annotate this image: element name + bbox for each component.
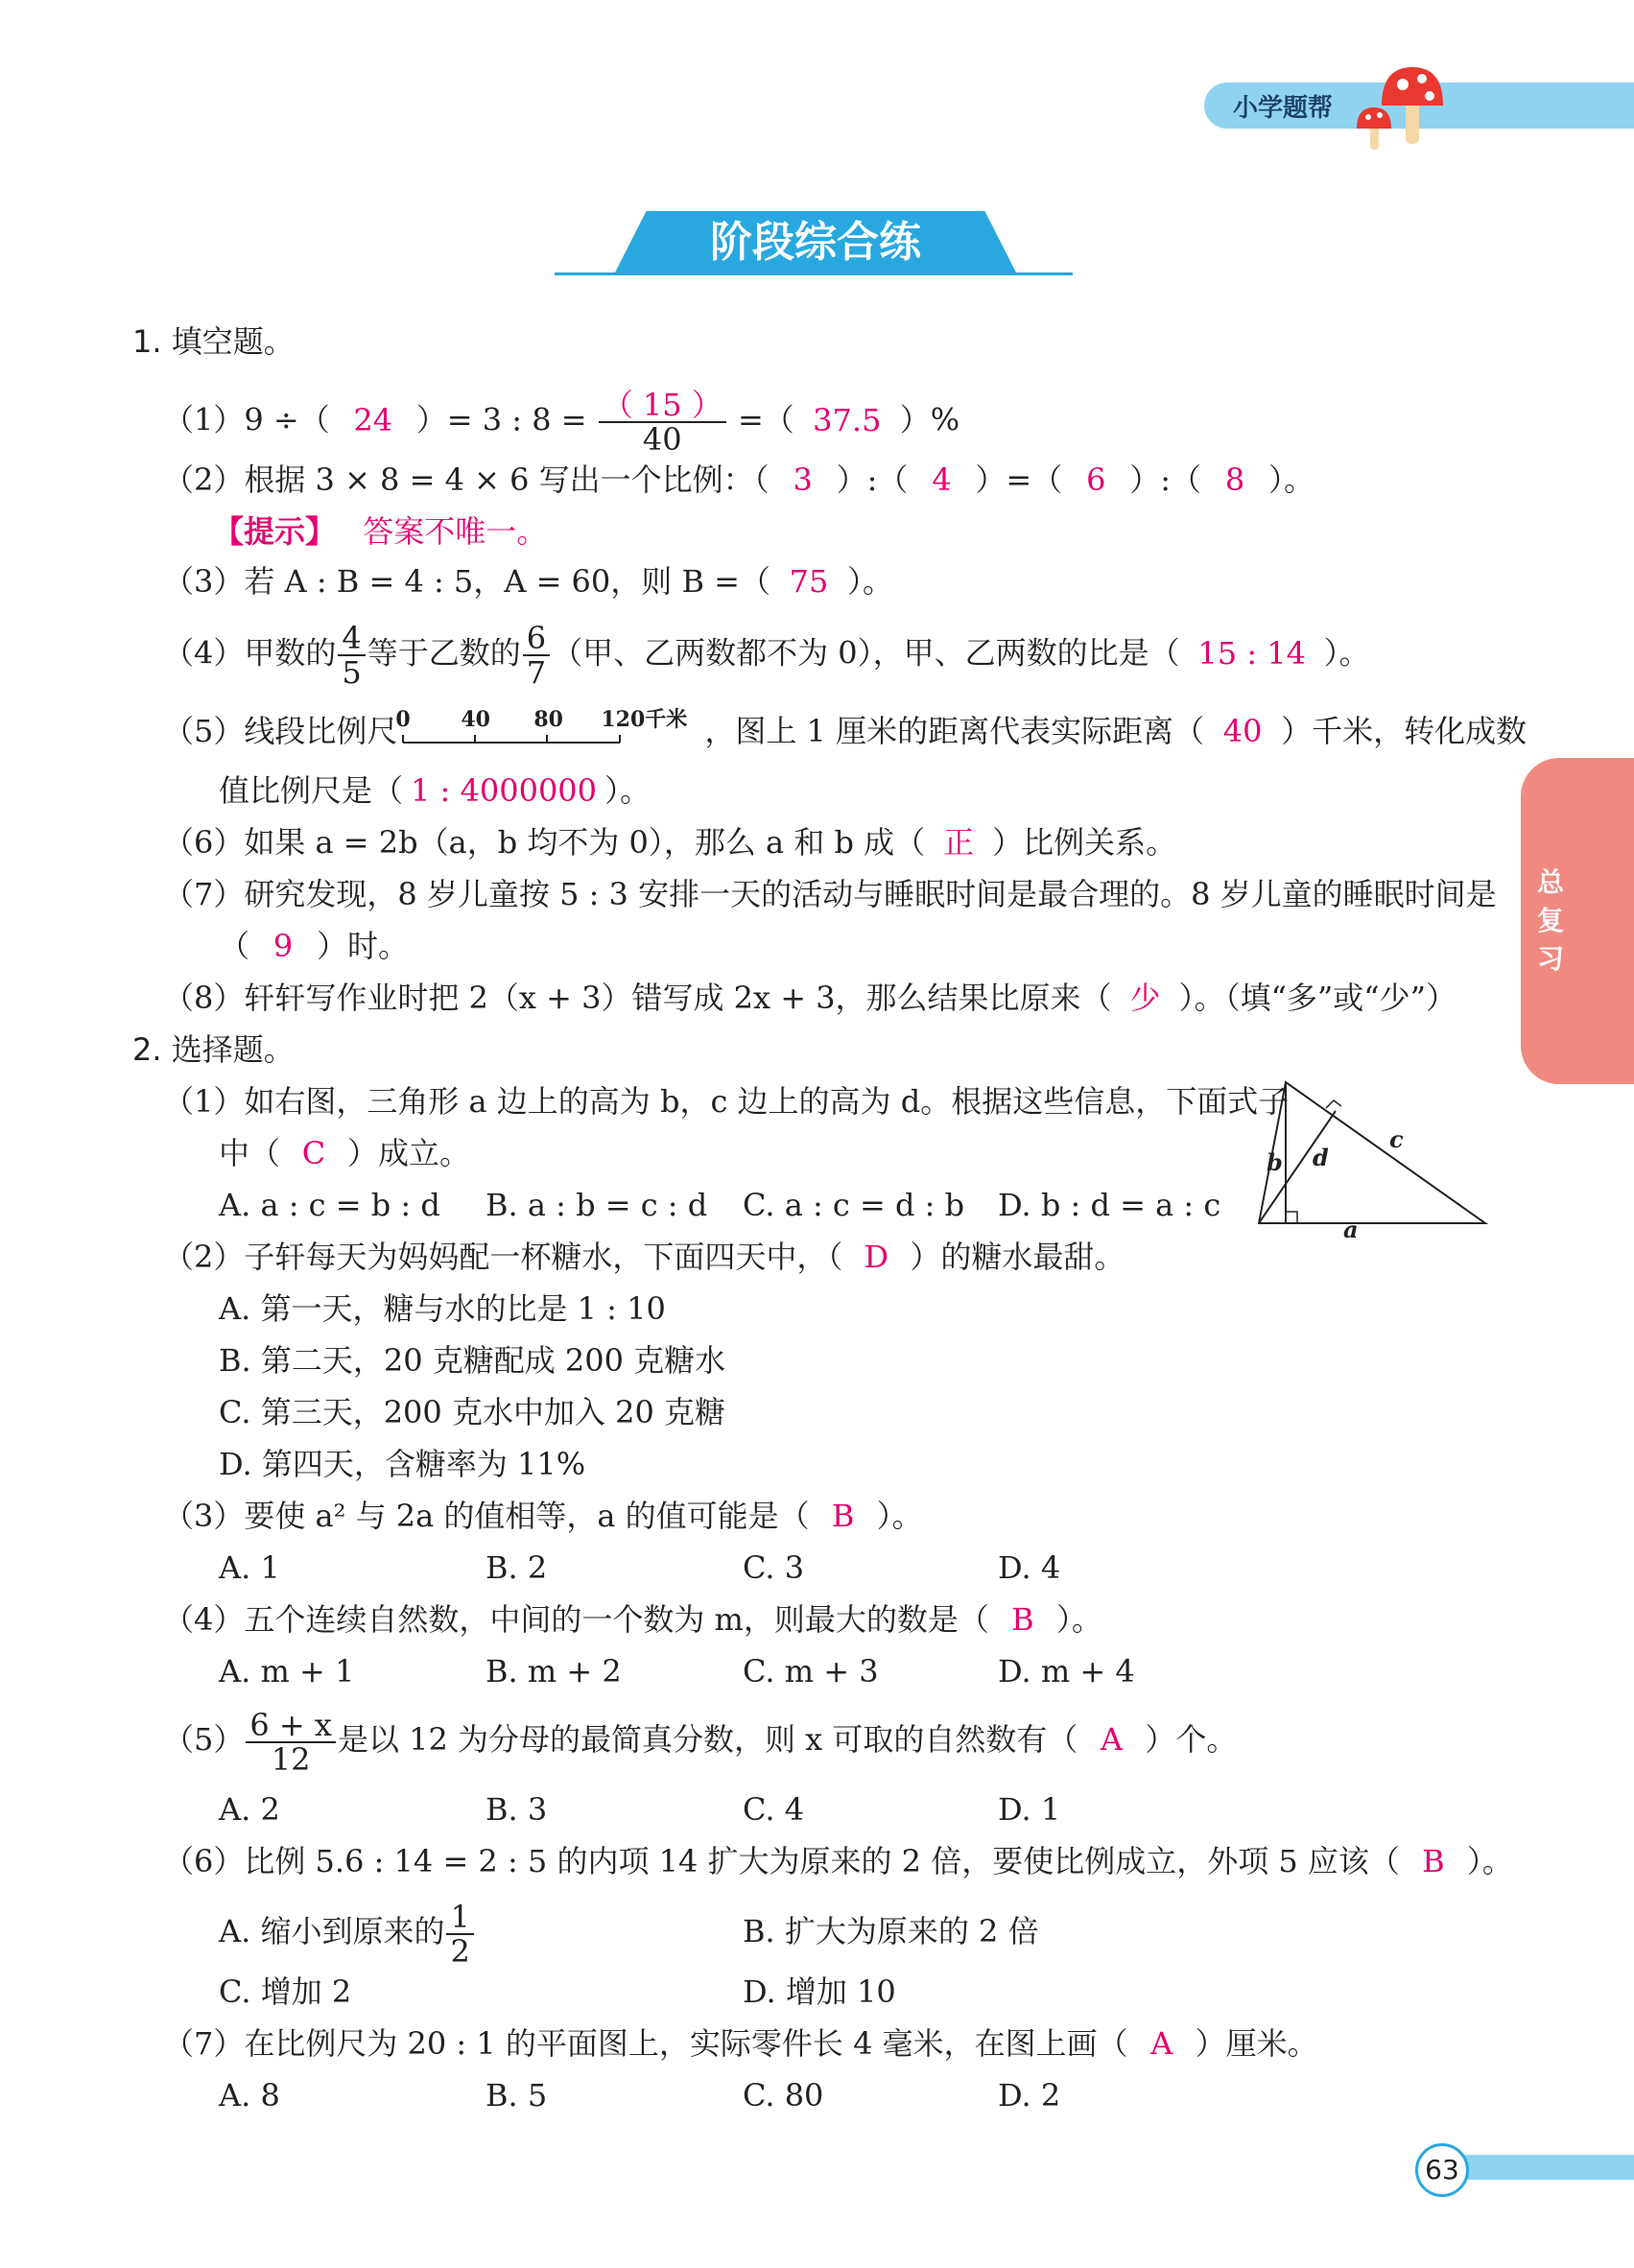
q2-5-post: ）个。 bbox=[1145, 1721, 1238, 1758]
q1-8 bbox=[163, 979, 1456, 1017]
q1-1-post: ）% bbox=[899, 401, 960, 438]
hint-text: 答案不唯一。 bbox=[363, 513, 548, 550]
answer: B bbox=[1422, 1843, 1445, 1879]
option-d: D. 增加 10 bbox=[743, 1973, 896, 2010]
q1-6-pre: （6）如果 a = 2b（a，b 均不为 0），那么 a 和 b 成（ bbox=[163, 824, 926, 861]
q2-7-pre: （7）在比例尺为 20 : 1 的平面图上，实际零件长 4 毫米，在图上画（ bbox=[163, 2025, 1128, 2062]
right-angle-mark bbox=[1326, 1100, 1341, 1108]
q1-5-mid: ，图上 1 厘米的距离代表实际距离（ bbox=[704, 713, 1205, 749]
answer: D bbox=[864, 1239, 889, 1275]
q2-6-post: ）。 bbox=[1466, 1843, 1513, 1879]
q1-6 bbox=[163, 823, 1176, 862]
option-a bbox=[219, 1898, 476, 1968]
answer: 1 : 4000000 bbox=[411, 772, 598, 809]
answer: 37.5 bbox=[813, 401, 882, 438]
option-c: C. 增加 2 bbox=[219, 1973, 352, 2010]
fraction-numerator: 4 bbox=[338, 622, 365, 656]
label-d: d bbox=[1313, 1144, 1329, 1171]
q1-6-post: ）比例关系。 bbox=[992, 824, 1177, 861]
option-a: A. a : c = b : d bbox=[219, 1187, 440, 1223]
fraction bbox=[446, 1898, 473, 1970]
answer: B bbox=[1011, 1601, 1034, 1638]
label-b: b bbox=[1267, 1148, 1283, 1176]
answer: 6 bbox=[1086, 461, 1106, 498]
q1-8-pre: （8）轩轩写作业时把 2（x + 3）错写成 2x + 3，那么结果比原来（ bbox=[163, 980, 1112, 1016]
answer: A bbox=[1100, 1721, 1123, 1758]
option-d: D. 2 bbox=[998, 2077, 1061, 2114]
q2-3-pre: （3）要使 a² 与 2a 的值相等，a 的值可能是（ bbox=[163, 1498, 810, 1534]
option-a-text: A. 缩小到原来的 bbox=[219, 1913, 445, 1949]
q2-4 bbox=[163, 1600, 1102, 1639]
q1-5-pre: （5）线段比例尺 bbox=[163, 713, 398, 749]
fraction-numerator: 1 bbox=[446, 1901, 473, 1935]
q2-2-pre: （2）子轩每天为妈妈配一杯糖水，下面四天中，（ bbox=[163, 1239, 843, 1275]
q1-3-post: ）。 bbox=[846, 563, 893, 600]
q2-7 bbox=[163, 2024, 1318, 2063]
option-a: A. 8 bbox=[219, 2077, 280, 2114]
option-c: C. 4 bbox=[743, 1791, 805, 1828]
fraction-denominator: 40 bbox=[642, 421, 682, 458]
option-b: B. 扩大为原来的 2 倍 bbox=[743, 1913, 1039, 1949]
option-d: D. 1 bbox=[998, 1791, 1061, 1828]
q1-5 bbox=[163, 707, 1527, 750]
q1-1-mid2: =（ bbox=[737, 401, 794, 438]
answer: 少 bbox=[1129, 980, 1161, 1016]
fraction-denominator: 2 bbox=[450, 1932, 470, 1970]
answer: B bbox=[831, 1498, 855, 1534]
q2-4-pre: （4）五个连续自然数，中间的一个数为 m，则最大的数是（ bbox=[163, 1601, 989, 1638]
scale-label: 40 bbox=[461, 707, 490, 732]
scale-label: 0 bbox=[395, 707, 411, 732]
option-b: B. 3 bbox=[485, 1791, 548, 1828]
q1-1 bbox=[163, 387, 960, 458]
option-a: A. 1 bbox=[219, 1549, 280, 1586]
q1-3-pre: （3）若 A : B = 4 : 5，A = 60，则 B =（ bbox=[163, 563, 770, 600]
fraction-denominator: 12 bbox=[271, 1740, 311, 1778]
fraction bbox=[599, 389, 726, 456]
q1-2 bbox=[163, 461, 1314, 499]
q2-5 bbox=[163, 1706, 1238, 1778]
q1-8-post: ）。（填“多”或“少”） bbox=[1178, 980, 1457, 1016]
option-b: B. m + 2 bbox=[485, 1653, 622, 1689]
q1-2-pre: （2）根据 3 × 8 = 4 × 6 写出一个比例：（ bbox=[163, 461, 770, 498]
sep: ）:（ bbox=[1129, 461, 1202, 498]
scale-bar bbox=[395, 707, 704, 750]
q2-3 bbox=[163, 1497, 923, 1535]
page-number: 63 bbox=[1415, 2143, 1469, 2197]
q1-5-line2 bbox=[219, 771, 651, 810]
option-d: D. m + 4 bbox=[998, 1653, 1135, 1689]
answer: 8 bbox=[1224, 461, 1245, 498]
q1-5-post: ）。 bbox=[604, 772, 651, 809]
q1-4-pre: （4）甲数的 bbox=[163, 634, 337, 672]
triangle bbox=[1259, 1082, 1485, 1223]
q1-3 bbox=[163, 562, 893, 601]
q2-2-option-b: B. 第二天，20 克糖配成 200 克糖水 bbox=[219, 1342, 726, 1379]
right-angle-mark bbox=[1286, 1212, 1297, 1223]
fraction-numerator: （ 15 ） bbox=[599, 389, 726, 423]
q2-2-option-d: D. 第四天，含糖率为 11% bbox=[219, 1446, 586, 1482]
answer: 4 bbox=[932, 461, 952, 498]
q1-4-post: ）。 bbox=[1323, 634, 1370, 672]
q1-1-pre: （1）9 ÷（ bbox=[163, 401, 330, 438]
q1-7: （7）研究发现，8 岁儿童按 5 : 3 安排一天的活动与睡眠时间是最合理的。8 岁儿童的睡眠时间是 bbox=[163, 876, 1497, 912]
q1-4-mid2: （甲、乙两数都不为 0），甲、乙两数的比是（ bbox=[552, 634, 1180, 672]
q2-2-option-a: A. 第一天，糖与水的比是 1 : 10 bbox=[219, 1290, 666, 1327]
option-d: D. b : d = a : c bbox=[998, 1187, 1221, 1223]
option-b: B. 5 bbox=[485, 2077, 548, 2114]
answer: 9 bbox=[272, 928, 294, 964]
option-b: B. a : b = c : d bbox=[485, 1187, 708, 1223]
q2-2 bbox=[163, 1238, 1125, 1276]
q2-5-pre: （5） bbox=[163, 1721, 245, 1758]
hint-label: 【提示】 bbox=[213, 513, 337, 550]
fraction bbox=[338, 622, 365, 689]
option-c: C. 80 bbox=[743, 2077, 824, 2114]
option-c: C. 3 bbox=[743, 1549, 805, 1586]
fraction bbox=[523, 622, 550, 689]
q2-1-line2 bbox=[219, 1134, 470, 1172]
scale-label: 120千米 bbox=[601, 707, 688, 732]
option-a: A. m + 1 bbox=[219, 1653, 355, 1689]
q1-4-mid: 等于乙数的 bbox=[367, 634, 521, 672]
q1-4 bbox=[163, 620, 1370, 691]
q2-1: （1）如右图，三角形 a 边上的高为 b，c 边上的高为 d。根据这些信息，下面式子 bbox=[163, 1083, 1290, 1120]
q2-5-mid: 是以 12 为分母的最简真分数，则 x 可取的自然数有（ bbox=[337, 1721, 1078, 1758]
answer: 75 bbox=[789, 563, 829, 600]
answer: 正 bbox=[943, 824, 975, 861]
q1-7-pre: （ bbox=[219, 928, 250, 964]
q1-1-mid: ）= 3 : 8 = bbox=[415, 401, 587, 438]
fraction bbox=[246, 1706, 336, 1778]
answer: 24 bbox=[353, 401, 393, 438]
option-c: C. m + 3 bbox=[743, 1653, 879, 1689]
q2-2-option-c: C. 第三天，200 克水中加入 20 克糖 bbox=[219, 1394, 726, 1430]
section-2-heading: 2. 选择题。 bbox=[132, 1031, 295, 1068]
brand-label: 小学题帮 bbox=[1233, 94, 1334, 123]
q1-2-post: ）。 bbox=[1268, 461, 1315, 498]
q1-5-line2-pre: 值比例尺是（ bbox=[219, 772, 404, 809]
label-c: c bbox=[1389, 1125, 1404, 1153]
option-b: B. 2 bbox=[485, 1549, 548, 1586]
sep: ）:（ bbox=[836, 461, 909, 498]
answer: 15 : 14 bbox=[1197, 634, 1306, 672]
q1-5-mid2: ）千米，转化成数 bbox=[1281, 713, 1527, 749]
answer: 40 bbox=[1222, 713, 1263, 749]
q2-6-pre: （6）比例 5.6 : 14 = 2 : 5 的内项 14 扩大为原来的 2 倍，要使比例成立，外项 5 应该（ bbox=[163, 1843, 1400, 1879]
page-title: 阶段综合练 bbox=[710, 218, 921, 267]
answer: A bbox=[1150, 2025, 1173, 2062]
scale-label: 80 bbox=[533, 707, 563, 732]
q2-2-post: ）的糖水最甜。 bbox=[910, 1239, 1125, 1275]
sep: ）=（ bbox=[975, 461, 1063, 498]
q2-1-pre: 中（ bbox=[219, 1135, 281, 1171]
q2-1-post: ）成立。 bbox=[347, 1135, 471, 1171]
side-tab-label: 总复习 bbox=[1536, 866, 1564, 975]
fraction-numerator: 6 + x bbox=[246, 1709, 336, 1743]
answer: 3 bbox=[793, 461, 813, 498]
q2-3-post: ）。 bbox=[876, 1498, 923, 1534]
q1-7-line2 bbox=[219, 927, 409, 965]
q2-4-post: ）。 bbox=[1055, 1601, 1102, 1638]
q1-7-post: ）时。 bbox=[317, 928, 410, 964]
hint bbox=[213, 512, 547, 551]
mushroom-icon bbox=[1353, 58, 1458, 154]
section-1-heading: 1. 填空题。 bbox=[132, 323, 295, 360]
page-number-bar bbox=[1463, 2155, 1634, 2180]
q2-6 bbox=[163, 1842, 1513, 1880]
option-d: D. 4 bbox=[998, 1549, 1061, 1586]
fraction-denominator: 7 bbox=[526, 654, 547, 691]
option-c: C. a : c = d : b bbox=[743, 1187, 965, 1223]
option-a: A. 2 bbox=[219, 1791, 280, 1828]
q2-7-post: ）厘米。 bbox=[1195, 2025, 1318, 2062]
triangle-figure bbox=[1247, 1075, 1497, 1238]
answer: C bbox=[301, 1135, 326, 1171]
label-a: a bbox=[1343, 1216, 1359, 1238]
fraction-numerator: 6 bbox=[523, 622, 550, 656]
fraction-denominator: 5 bbox=[342, 654, 362, 691]
